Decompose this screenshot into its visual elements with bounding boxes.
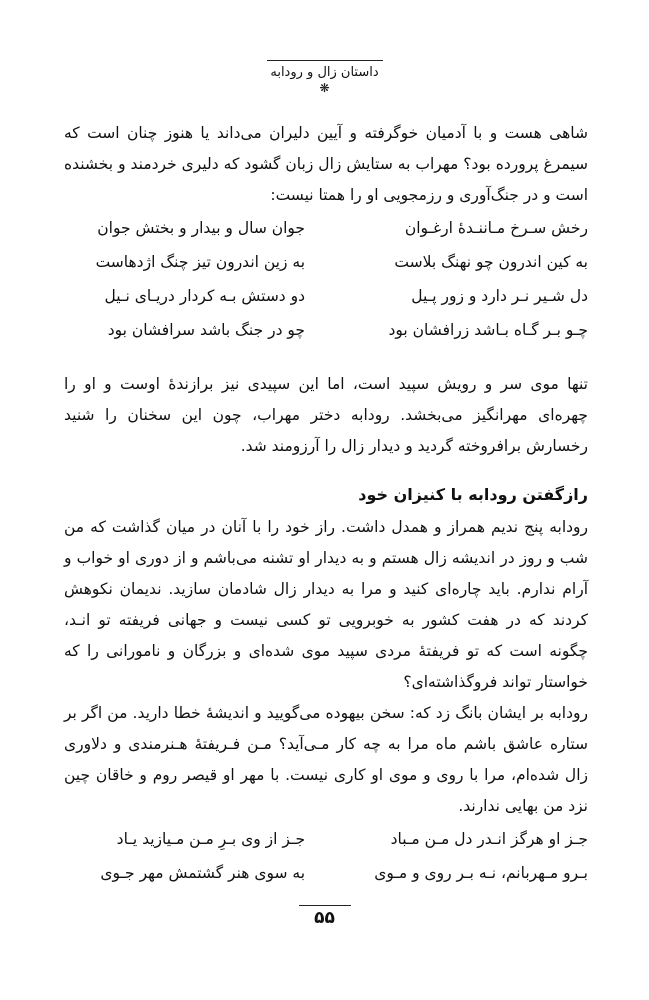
spacer bbox=[64, 347, 588, 369]
paragraph-1: شاهی هست و با آدمیان خوگرفته و آیین دلیران می‌داند یا هنوز چنان است که سیمرغ پرورده بود؟ مهراب به ستایش زال زبان گشود که دلیری خردمند و بخشنده است و در جنگ‌آوری و رزمجویی او را همتا نیست: bbox=[64, 124, 588, 204]
couplet bbox=[64, 245, 588, 279]
couplet bbox=[64, 211, 588, 245]
ornament-icon: ❋ bbox=[319, 81, 330, 95]
hemistich-right: رخش سـرخ مـاننـدۀ ارغـوان bbox=[404, 219, 588, 237]
verse-block-2 bbox=[64, 822, 588, 890]
paragraph-4: رودابه بر ایشان بانگ زد که: سخن بیهوده می‌گویید و اندیشۀ خطا دارید. من اگر بر ستاره عاشق باشم ماه مرا به چه کار مـی‌آید؟ مـن فـریفتۀ هـنرمندی و دلاوری زال شده‌ام، مرا با روی و موی او کاری نیست. با مهر او قیصر روم و خاقان چین نزد من بهایی ندارند. bbox=[64, 704, 588, 815]
hemistich-right: دل شـیر نـر دارد و زور پـیل bbox=[411, 287, 588, 305]
paragraph-3: رودابه پنج ندیم همراز و همدل داشت. راز خود را با آنان در میان گذاشت که من شب و روز در اندیشه زال هستم و به دیدار او تشنه می‌باشم و از دوری او خواب و آرام ندارم. باید چاره‌ای کنید و مرا به دیدار زال شادمان سازید. ندیمان نکوهش کردند که در هفت کشور به خوبرویی تو کسی نیست و جهانی فریفته تو انـد، چگونه است که تو فریفتۀ مردی سپید موی شده‌ای و بزرگان و نامورانی را که خواستار تواند فروگذاشته‌ای؟ bbox=[64, 518, 588, 691]
hemistich-left: جوان سال و بیدار و بختش جوان bbox=[97, 219, 306, 237]
hemistich-left: چو در جنگ باشد سرافشان بود bbox=[107, 321, 306, 339]
hemistich-left: دو دستش بـه کردار دریـای نـیل bbox=[104, 287, 306, 305]
running-head bbox=[0, 60, 649, 94]
page-number-text: ۵۵ bbox=[314, 908, 335, 928]
page-number-rule bbox=[299, 905, 351, 906]
couplet bbox=[64, 856, 588, 890]
hemistich-right: جـز او هرگز انـدر دل مـن مـباد bbox=[390, 830, 588, 848]
couplet bbox=[64, 313, 588, 347]
hemistich-left: به سوی هنر گشتمش مهر جـوی bbox=[100, 864, 306, 882]
running-head-rule bbox=[267, 60, 383, 61]
verse-block-1 bbox=[64, 211, 588, 347]
running-head-title: داستان زال و رودابه bbox=[270, 65, 379, 80]
couplet bbox=[64, 822, 588, 856]
hemistich-left: به زین اندرون تیز چنگ اژدهاست bbox=[95, 253, 306, 271]
hemistich-right: به کین اندرون چو نهنگ بلاست bbox=[394, 253, 588, 271]
hemistich-right: بـرو مـهربانم، نـه بـر روی و مـوی bbox=[374, 864, 588, 882]
section-heading: رازگفتن رودابه با کنیزان خود bbox=[358, 485, 588, 504]
hemistich-right: چـو بـر گـاه بـاشد زرافشان بود bbox=[388, 321, 588, 339]
page-number bbox=[0, 905, 649, 928]
paragraph-2: تنها موی سر و رویش سپید است، اما این سپیدی نیز برازندۀ اوست و او را چهره‌ای مهرانگیز می‌بخشد. رودابه دختر مهراب، چون این سخنان را شنید رخسارش برافروخته گردید و دیدار زال را آرزومند شد. bbox=[64, 375, 588, 455]
page-body bbox=[64, 118, 588, 890]
couplet bbox=[64, 279, 588, 313]
hemistich-left: جـز از وی بـرِ مـن مـیازید یـاد bbox=[116, 830, 306, 848]
